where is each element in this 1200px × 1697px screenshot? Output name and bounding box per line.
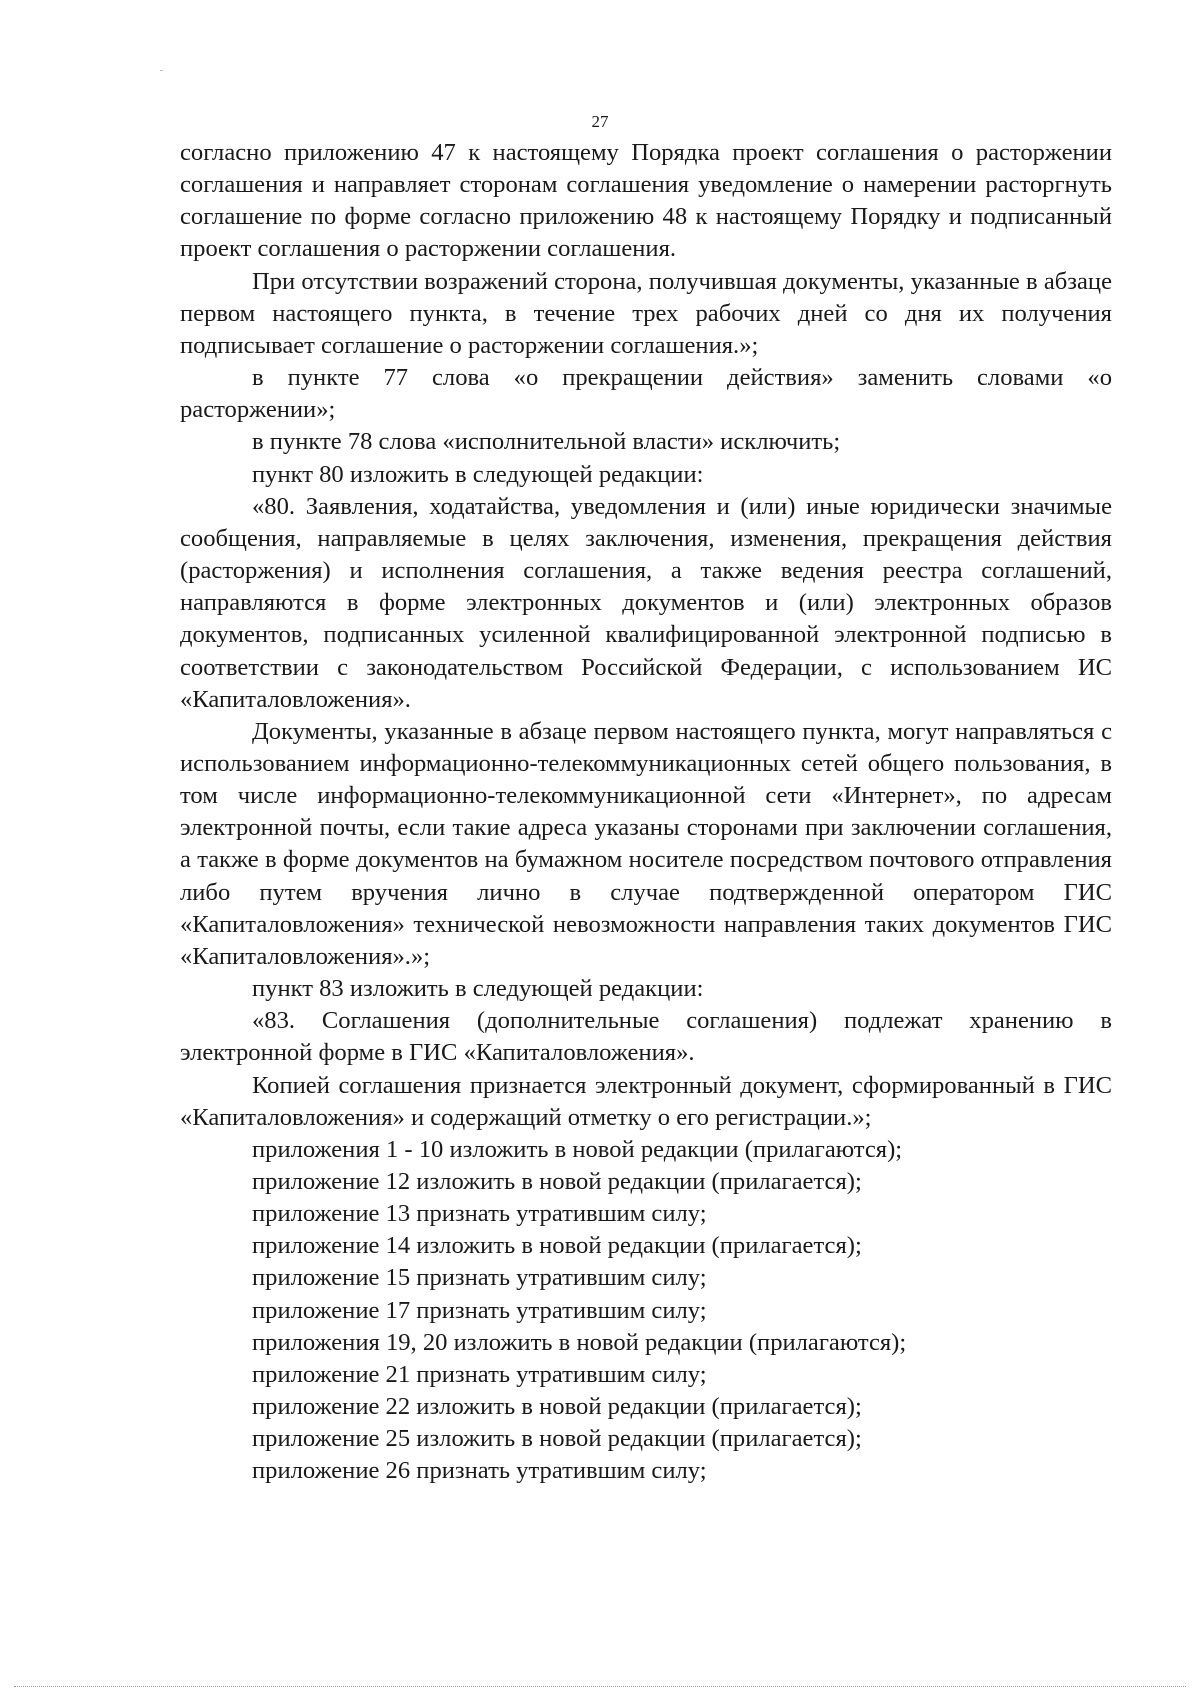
list-item-appendix-19-20: приложения 19, 20 изложить в новой редакции (прилагаются);: [252, 1328, 907, 1356]
list-item-appendix-17: приложение 17 признать утратившим силу;: [252, 1296, 707, 1324]
paragraph-no-objections: При отсутствии возражений сторона, получившая документы, указанные в абзаце первом настоящего пункта, в течение трех рабочих дней со дня их получения подписывает соглашение о расторжении соглашения.»;: [180, 267, 1112, 359]
paragraph-documents: Документы, указанные в абзаце первом настоящего пункта, могут направляться с использованием информационно-телекоммуникационных сетей общего пользования, в том числе информационно-телекоммуникационной сети «Интернет», по адресам электронной почты, если такие адреса указаны сторонами при заключении соглашения, а также в форме документов на бумажном носителе посредством почтового отправления либо путем вручения лично в случае подтвержденной оператором ГИС «Капиталовложения» технической невозможности направления таких документов ГИС «Капиталовложения».»;: [180, 717, 1112, 970]
list-item-appendix-12: приложение 12 изложить в новой редакции (прилагается);: [252, 1168, 862, 1195]
page-number: 27: [591, 112, 609, 131]
list-item-appendix-1-10: приложения 1 - 10 изложить в новой редакции (прилагаются);: [252, 1135, 903, 1163]
document-body: [180, 137, 1112, 1488]
paragraph-continuation: согласно приложению 47 к настоящему Порядка проект соглашения о расторжении соглашения и направляет сторонам соглашения уведомление о намерении расторгнуть соглашение по форме согласно приложению 48 к настоящему Порядку и подписанный проект соглашения о расторжении соглашения.: [180, 139, 1112, 263]
paragraph-point-77: в пункте 77 слова «о прекращении действия» заменить словами «о расторжении»;: [180, 364, 1112, 424]
list-item-appendix-21: приложение 21 признать утратившим силу;: [252, 1360, 707, 1388]
page-bottom-border: [14, 1686, 1186, 1687]
paragraph-point-80-text: «80. Заявления, ходатайства, уведомления и (или) иные юридически значимые сообщения, направляемые в целях заключения, изменения, прекращения действия (расторжения) и исполнения соглашения, а также ведения реестра соглашений, направляются в форме электронных документов и (или) электронных образов документов, подписанных усиленной квалифицированной электронной подписью в соответствии с законодательством Российской Федерации, с использованием ИС «Капиталовложения».: [180, 492, 1112, 713]
list-item-appendix-22: приложение 22 изложить в новой редакции (прилагается);: [252, 1393, 862, 1421]
paragraph-point-80-intro: пункт 80 изложить в следующей редакции:: [252, 460, 704, 488]
list-item-appendix-15: приложение 15 признать утратившим силу;: [252, 1264, 707, 1292]
list-item-appendix-14: приложение 14 изложить в новой редакции (прилагается);: [252, 1232, 862, 1260]
paragraph-point-78: в пункте 78 слова «исполнительной власти» исключить;: [252, 428, 841, 456]
paragraph-point-83-intro: пункт 83 изложить в следующей редакции:: [252, 975, 704, 1003]
list-item-appendix-26: приложение 26 признать утратившим силу;: [252, 1457, 707, 1485]
paragraph-copy-of-agreement: Копией соглашения признается электронный документ, сформированный в ГИС «Капиталовложения» и содержащий отметку о его регистрации.»;: [180, 1071, 1112, 1131]
list-item-appendix-13: приложение 13 признать утратившим силу;: [252, 1200, 707, 1228]
paragraph-point-83-text: «83. Соглашения (дополнительные соглашения) подлежат хранению в электронной форме в ГИС «Капиталовложения».: [180, 1007, 1112, 1067]
scan-speck: [160, 70, 163, 71]
list-item-appendix-25: приложение 25 изложить в новой редакции (прилагается);: [252, 1425, 862, 1453]
